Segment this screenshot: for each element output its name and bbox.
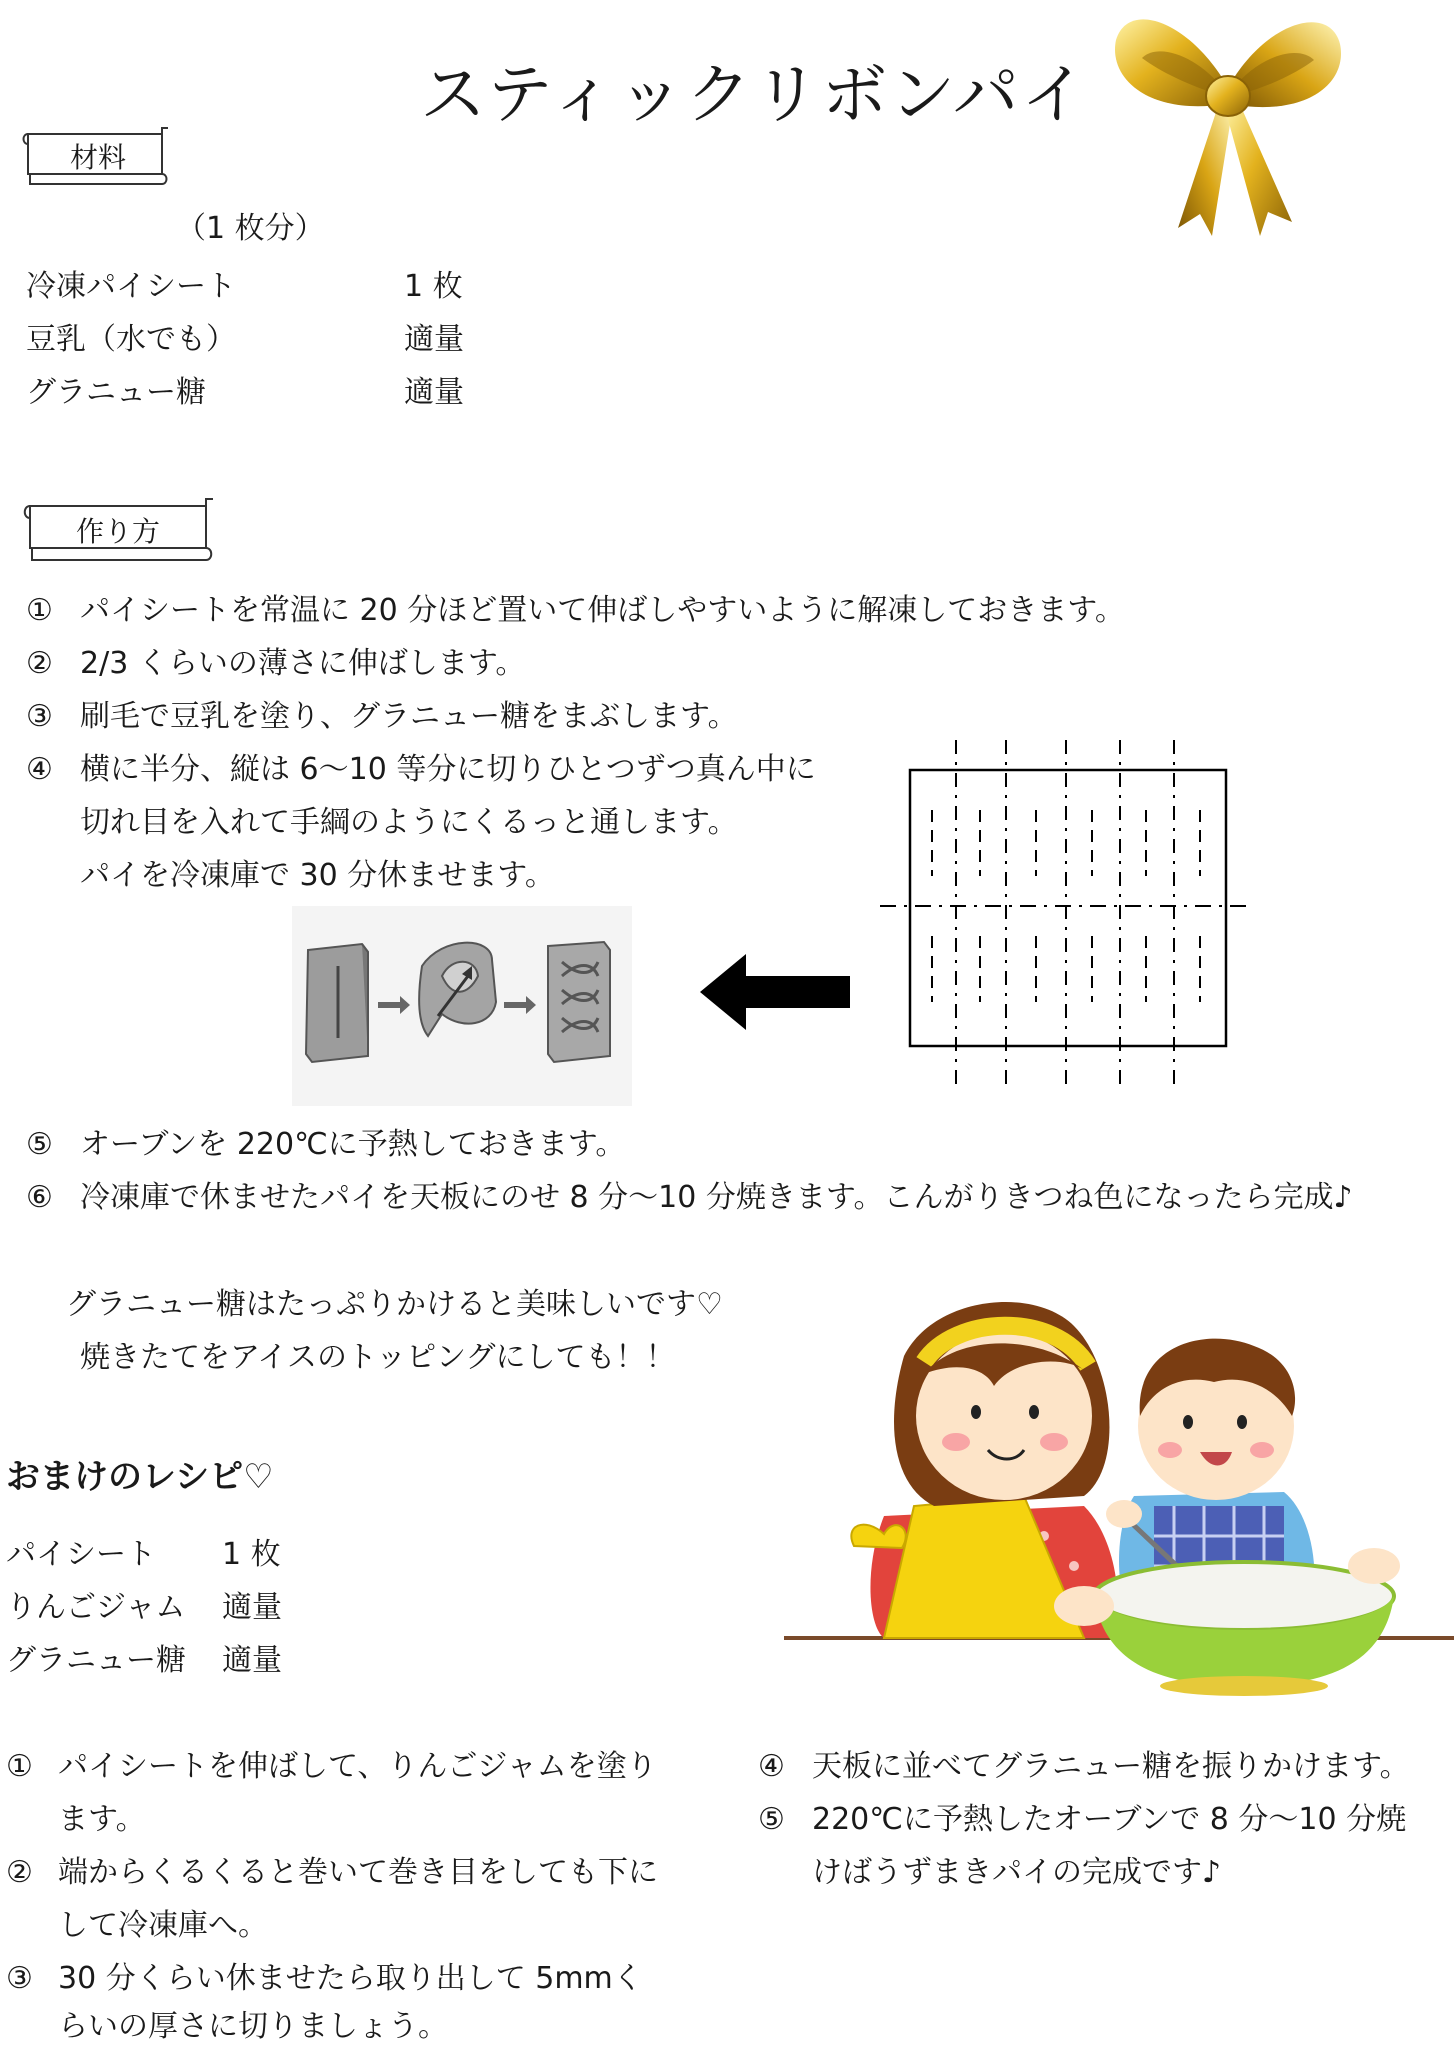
bonus-step-text: して冷凍庫へ。 [58, 1908, 268, 1943]
ingredient-amount: 適量 [404, 375, 464, 410]
bonus-ingredient-name: グラニュー糖 [6, 1643, 186, 1678]
bonus-step-text: パイシートを伸ばして、りんごジャムを塗り [58, 1749, 657, 1784]
bonus-step-number: ③ [6, 1961, 33, 1996]
step-number: ⑥ [26, 1180, 53, 1215]
bonus-step-text: 220℃に予熱したオーブンで 8 分〜10 分焼 [812, 1802, 1407, 1837]
step-text: 切れ目を入れて手綱のようにくるっと通します。 [80, 805, 738, 840]
step-text: 刷毛で豆乳を塗り、グラニュー糖をまぶします。 [80, 699, 738, 734]
page-title: スティックリボンパイ [420, 56, 1089, 133]
bonus-recipe-heading: おまけのレシピ♡ [6, 1457, 274, 1497]
step-text: パイシートを常温に 20 分ほど置いて伸ばしやすいように解凍しておきます。 [80, 593, 1125, 628]
step-text: 冷凍庫で休ませたパイを天板にのせ 8 分〜10 分焼きます。こんがりきつね色になったら完成♪ [80, 1180, 1353, 1215]
ingredients-serving: （1 枚分） [176, 211, 325, 246]
method-label-box [20, 494, 216, 564]
ingredients-label: 材料 [70, 141, 127, 174]
pastry-twist-illustration [292, 906, 632, 1106]
ingredients-label-box [20, 124, 170, 188]
step-number: ④ [26, 752, 53, 787]
step-number: ③ [26, 699, 53, 734]
bonus-step-text: ます。 [58, 1802, 146, 1837]
tip-text: グラニュー糖はたっぷりかけると美味しいです♡ [66, 1287, 723, 1322]
cutting-diagram [880, 740, 1250, 1100]
step-text: パイを冷凍庫で 30 分休ませます。 [80, 858, 555, 893]
method-label: 作り方 [76, 515, 161, 548]
ingredient-name: 豆乳（水でも） [26, 322, 236, 357]
mother-child-cooking-illustration [784, 1266, 1454, 1706]
step-number: ② [26, 646, 53, 681]
step-text: オーブンを 220℃に予熱しておきます。 [80, 1127, 626, 1162]
ingredient-name: 冷凍パイシート [26, 269, 236, 304]
ingredient-amount: 適量 [404, 322, 464, 357]
step-text: 横に半分、縦は 6〜10 等分に切りひとつずつ真ん中に [80, 752, 816, 787]
ingredient-name: グラニュー糖 [26, 375, 206, 410]
arrow-left-icon [700, 954, 850, 1030]
bonus-step-number: ④ [758, 1749, 785, 1784]
bonus-step-text: らいの厚さに切りましょう。 [58, 2009, 448, 2044]
tip-text: 焼きたてをアイスのトッピングにしても！！ [80, 1340, 676, 1375]
bonus-step-number: ② [6, 1855, 33, 1890]
bonus-step-text: けばうずまきパイの完成です♪ [812, 1855, 1222, 1890]
step-number: ① [26, 593, 53, 628]
bonus-step-text: 端からくるくると巻いて巻き目をしても下に [58, 1855, 658, 1890]
bonus-ingredient-name: りんごジャム [6, 1590, 186, 1625]
bonus-step-text: 30 分くらい休ませたら取り出して 5mmく [58, 1961, 643, 1996]
step-text: 2/3 くらいの薄さに伸ばします。 [80, 646, 526, 681]
gold-ribbon-bow-image [1108, 0, 1348, 240]
bonus-step-text: 天板に並べてグラニュー糖を振りかけます。 [812, 1749, 1410, 1784]
bonus-step-number: ⑤ [758, 1802, 785, 1837]
bonus-ingredient-amount: 1 枚 [222, 1537, 281, 1572]
bonus-ingredient-name: パイシート [6, 1537, 156, 1572]
ingredient-amount: 1 枚 [404, 269, 463, 304]
bonus-ingredient-amount: 適量 [222, 1590, 282, 1625]
bonus-ingredient-amount: 適量 [222, 1643, 282, 1678]
step-number: ⑤ [26, 1127, 53, 1162]
bonus-step-number: ① [6, 1749, 33, 1784]
